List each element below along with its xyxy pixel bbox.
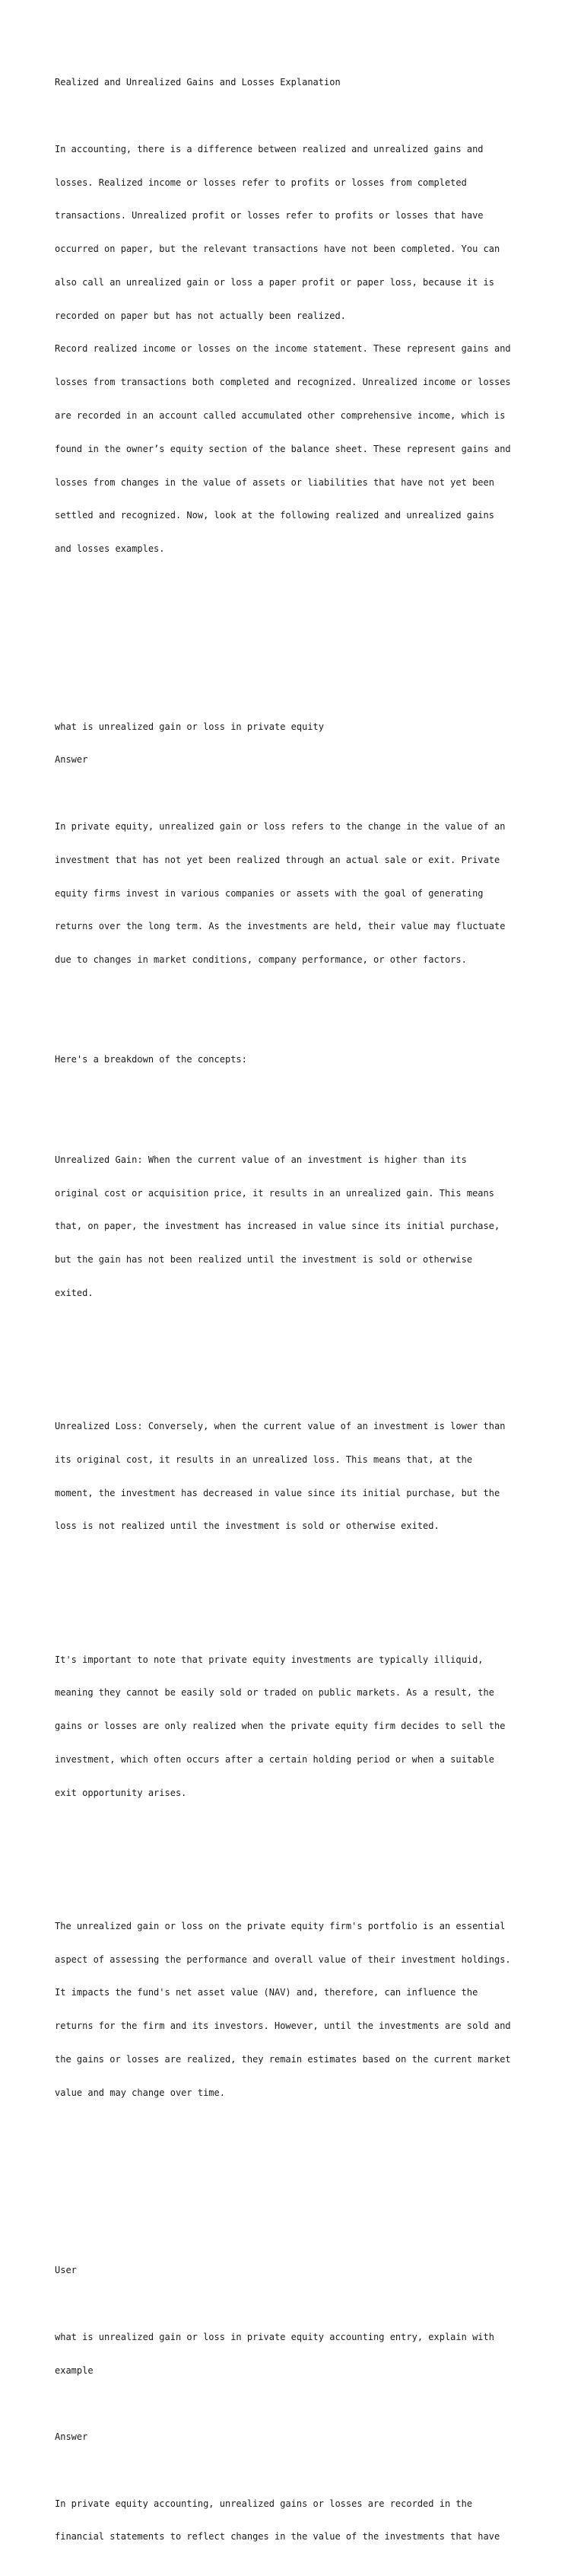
spacer xyxy=(55,1021,541,1033)
intro-line: also call an unrealized gain or loss a paper profit or paper loss, because it is xyxy=(55,276,494,288)
answer-line: the gains or losses are realized, they remain estimates based on the current market xyxy=(55,2053,511,2065)
spacer xyxy=(55,643,541,654)
spacer xyxy=(55,2221,541,2232)
answer-line: equity firms invest in various companies or assets with the goal of generating xyxy=(55,887,484,899)
answer-line: Unrealized Gain: When the current value of an investment is higher than its xyxy=(55,1154,467,1165)
intro-line: transactions. Unrealized profit or losses refer to profits or losses that have xyxy=(55,210,484,221)
answer-line: its original cost, it results in an unrealized loss. This means that, at the xyxy=(55,1454,473,1465)
answer-line: exit opportunity arises. xyxy=(55,1787,187,1798)
breakdown-heading: Here's a breakdown of the concepts: xyxy=(55,1054,247,1065)
answer-label-2: Answer xyxy=(55,2431,88,2443)
spacer xyxy=(55,2154,541,2165)
answer-line: returns for the firm and its investors. However, until the investments are sold and xyxy=(55,2020,511,2032)
answer-line: financial statements to reflect changes in the value of the investments that have xyxy=(55,2531,500,2543)
question-line: what is unrealized gain or loss in private equity accounting entry, explain with xyxy=(55,2331,494,2342)
question-1: what is unrealized gain or loss in private equity xyxy=(55,721,325,732)
answer-line: that, on paper, the investment has increased in value since its initial purchase, xyxy=(55,1221,500,1232)
intro-line: occurred on paper, but the relevant transactions have not been completed. You can xyxy=(55,244,500,255)
illiquid-paragraph xyxy=(55,1632,541,1820)
answer-line: Unrealized Loss: Conversely, when the current value of an investment is lower than xyxy=(55,1421,506,1432)
answer-line: returns over the long term. As the investments are held, their value may fluctuate xyxy=(55,921,506,932)
spacer xyxy=(55,1354,541,1365)
spacer xyxy=(55,610,541,622)
answer-line: original cost or acquisition price, it results in an unrealized gain. This means xyxy=(55,1187,494,1199)
answer-line: The unrealized gain or loss on the private equity firm's portfolio is an essential xyxy=(55,1920,506,1931)
intro-line: Record realized income or losses on the income statement. These represent gains and xyxy=(55,343,511,355)
answer-line: investment, which often occurs after a certain holding period or when a suitable xyxy=(55,1753,494,1765)
spacer xyxy=(55,1087,541,1099)
answer-line: but the gain has not been realized until the investment is sold or otherwise xyxy=(55,1254,473,1266)
spacer xyxy=(55,1854,541,1865)
answer-2-paragraph-1 xyxy=(55,2476,541,2565)
intro-line: losses from transactions both completed and recognized. Unrealized income or losses xyxy=(55,377,511,388)
answer-line: aspect of assessing the performance and overall value of their investment holdings. xyxy=(55,1953,511,1965)
answer-line: exited. xyxy=(55,1287,94,1298)
answer-line: gains or losses are only realized when the private equity firm decides to sell the xyxy=(55,1721,506,1732)
answer-line: loss is not realized until the investment is sold or otherwise exited. xyxy=(55,1520,440,1532)
answer-line: meaning they cannot be easily sold or traded on public markets. As a result, the xyxy=(55,1687,494,1699)
answer-label-1: Answer xyxy=(55,754,88,766)
intro-line: and losses examples. xyxy=(55,543,165,555)
intro-line: losses. Realized income or losses refer to profits or losses from completed xyxy=(55,177,467,188)
user-label: User xyxy=(55,2265,77,2276)
spacer xyxy=(55,677,541,688)
question-line: example xyxy=(55,2364,94,2376)
answer-1-paragraph-1 xyxy=(55,799,541,988)
answer-line: In private equity accounting, unrealized gains or losses are recorded in the xyxy=(55,2498,473,2509)
answer-line: due to changes in market conditions, company performance, or other factors. xyxy=(55,954,467,966)
answer-line: moment, the investment has decreased in value since its initial purchase, but the xyxy=(55,1487,500,1498)
spacer xyxy=(55,2187,541,2199)
question-2 xyxy=(55,2310,541,2399)
intro-line: losses from changes in the value of assets or liabilities that have not yet been xyxy=(55,476,494,488)
intro-line: settled and recognized. Now, look at the following realized and unrealized gains xyxy=(55,510,494,521)
intro-line: found in the owner’s equity section of the balance sheet. These represent gains and xyxy=(55,443,511,454)
answer-line: It impacts the fund's net asset value (NAV) and, therefore, can influence the xyxy=(55,1987,478,1998)
answer-line: It's important to note that private equity investments are typically illiquid, xyxy=(55,1654,484,1665)
answer-line: value and may change over time. xyxy=(55,2087,225,2098)
unrealized-gain-paragraph xyxy=(55,1132,541,1321)
document-page xyxy=(55,55,541,2576)
unrealized-loss-paragraph xyxy=(55,1399,541,1554)
nav-paragraph xyxy=(55,1899,541,2121)
document-title: Realized and Unrealized Gains and Losses Explanation xyxy=(55,77,341,88)
spacer xyxy=(55,1587,541,1599)
intro-paragraph xyxy=(55,122,541,577)
answer-line: In private equity, unrealized gain or loss refers to the change in the value of an xyxy=(55,820,506,832)
answer-line: investment that has not yet been realized through an actual sale or exit. Private xyxy=(55,854,500,865)
intro-line: In accounting, there is a difference between realized and unrealized gains and xyxy=(55,143,484,154)
intro-line: are recorded in an account called accumulated other comprehensive income, which is xyxy=(55,410,506,421)
intro-line: recorded on paper but has not actually been realized. xyxy=(55,310,346,321)
